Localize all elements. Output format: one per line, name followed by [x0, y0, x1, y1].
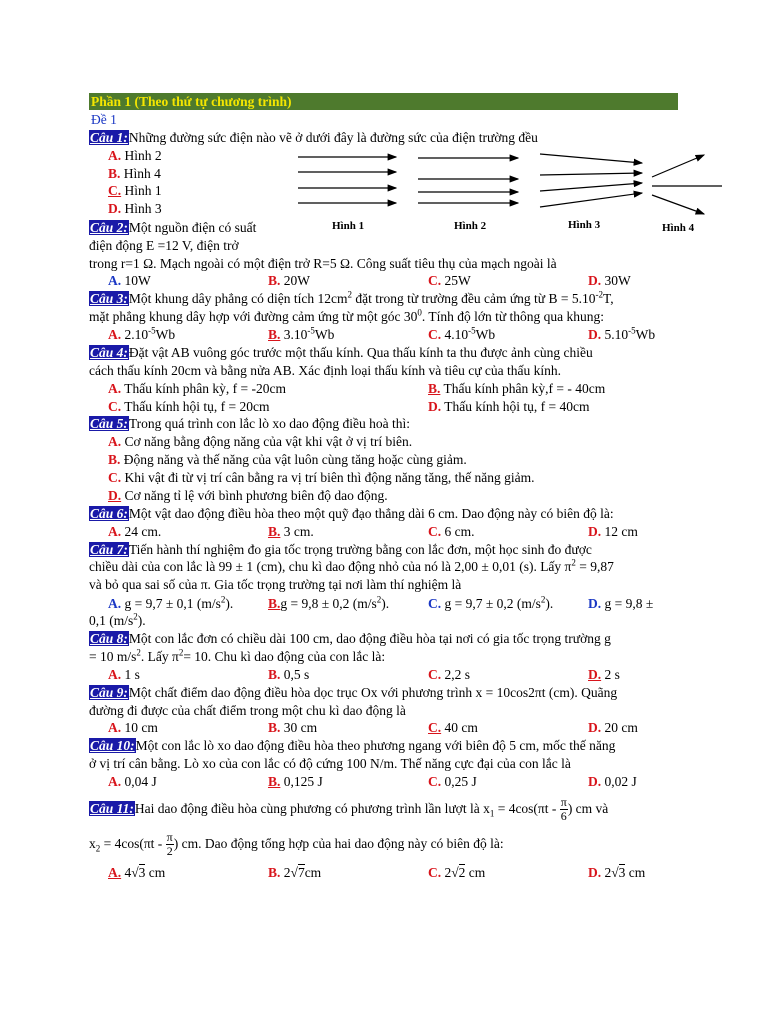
- question-11-line-2: $x_2 = 4\cos(\pi t$ - $\frac{\pi}{2}$ ) cm. Dao động tổng hợp của hai dao động này có biên độ là:: [89, 830, 504, 859]
- question-6: Câu 6:Một vật dao động điều hòa theo một quỹ đạo thẳng dài 6 cm. Dao động này có biên độ là:: [90, 506, 614, 521]
- option-d: D. Thấu kính hội tụ, f = 40cm: [428, 399, 590, 414]
- figure-3-label: Hình 3: [568, 219, 601, 231]
- question-2-line-2: điện động E =12 V, điện trở: [89, 238, 239, 253]
- question-3: Câu 3:Một khung dây phẳng có diện tích $12cm^2$ đặt trong từ trường đều cảm ứng từ $B = 5.10^{-2}T$,: [90, 289, 614, 306]
- option-d: D. 30W: [588, 273, 631, 288]
- option-d: D. Hình 3: [108, 201, 162, 216]
- figure-4-field: [652, 155, 722, 214]
- question-number: Câu 2:: [90, 220, 128, 235]
- option-a-answer: A. 4√3 cm: [108, 865, 166, 880]
- option-d: D. 2√3 cm: [588, 865, 646, 880]
- option-b: B. 30 cm: [268, 720, 318, 735]
- option-d-answer: D. 2 s: [588, 667, 620, 682]
- field-lines-figure: [290, 145, 730, 220]
- question-number: Câu 5:: [90, 416, 128, 431]
- option-c: C. Thấu kính hội tụ, f = 20cm: [108, 399, 270, 414]
- question-7: Câu 7:Tiến hành thí nghiệm đo gia tốc trọng trường bằng con lắc đơn, một học sinh đo được: [90, 542, 592, 557]
- question-7-line-2: chiều dài của con lắc là 99 ± 1 (cm), chu kì dao động nhỏ của nó là 2,00 ± 0,01 (s). Lấy $\pi^2 = 9,87$: [89, 557, 614, 574]
- option-b: B. 20W: [268, 273, 311, 288]
- option-b: B. Động năng và thế năng của vật luôn cùng tăng hoặc cùng giảm.: [108, 452, 467, 467]
- option-c-answer: C. Hình 1: [108, 183, 162, 198]
- question-number: Câu 7:: [90, 542, 128, 557]
- option-c: C. g = 9,7 ± 0,2 $(m/s^2)$.: [428, 594, 554, 611]
- option-b-answer: B. $3.10^{-5}Wb$: [268, 325, 335, 342]
- option-c-answer: C. 40 cm: [428, 720, 478, 735]
- question-text: Những đường sức điện nào vẽ ở dưới đây là đường sức của điện trường đều: [128, 130, 538, 145]
- question-2-line-3: trong r=1 Ω. Mạch ngoài có một điện trở R=5 Ω. Công suất tiêu thụ của mạch ngoài là: [89, 256, 557, 271]
- question-1: [89, 129, 538, 146]
- exam-label: Đề 1: [91, 112, 117, 127]
- figure-4-label: Hình 4: [662, 222, 695, 234]
- question-11: Câu 11:Hai dao động điều hòa cùng phương có phương trình lần lượt là $x_1 = 4\cos(\pi t$ - $\frac{\pi}{6}$ ) cm và: [90, 795, 609, 824]
- question-8: Câu 8:Một con lắc đơn có chiều dài 100 cm, dao động điều hòa tại nơi có gia tốc trọng trường g: [90, 631, 611, 646]
- option-d: D. $5.10^{-5}Wb$: [588, 325, 656, 342]
- option-a: A. Cơ năng bằng động năng của vật khi vật ở vị trí biên.: [108, 434, 413, 449]
- option-d: D. 20 cm: [588, 720, 638, 735]
- option-b: B. 2√7cm: [268, 865, 322, 880]
- fraction-pi-over-6: $\frac{\pi}{6}$: [560, 795, 567, 824]
- question-10-line-2: ở vị trí cân bằng. Lò xo của con lắc có độ cứng 100 N/m. Thế năng cực đại của con lắc là: [89, 756, 571, 771]
- question-number: Câu 3:: [90, 291, 128, 306]
- option-d: D. 0,02 J: [588, 774, 637, 789]
- question-2: [89, 219, 256, 236]
- question-7-line-3: và bỏ qua sai số của π. Gia tốc trọng trường tại nơi làm thí nghiệm là: [89, 577, 462, 592]
- option-a: A. 1 s: [108, 667, 140, 682]
- figure-1-label: Hình 1: [332, 220, 365, 232]
- option-c: C. 0,25 J: [428, 774, 477, 789]
- figure-2-field: [418, 158, 518, 203]
- option-b: B. 0,5 s: [268, 667, 310, 682]
- option-d: D. 12 cm: [588, 524, 638, 539]
- question-number: Câu 4:: [90, 345, 128, 360]
- figure-1-uniform-field: [298, 157, 396, 203]
- question-number: Câu 6:: [90, 506, 128, 521]
- question-3-line-2: mặt phẳng khung dây hợp với đường cảm ứng từ một góc $30^0$. Tính độ lớn từ thông qua khung:: [89, 307, 605, 324]
- option-b-answer: B. 0,125 J: [268, 774, 323, 789]
- question-number: Câu 11:: [90, 801, 134, 816]
- section-title: Phần 1 (Theo thứ tự chương trình): [91, 94, 292, 109]
- fraction-pi-over-2: $\frac{\pi}{2}$: [166, 830, 173, 859]
- option-a: A. 10W: [108, 273, 151, 288]
- option-b-answer: B.g = 9,8 ± 0,2 $(m/s^2)$.: [268, 594, 390, 611]
- question-number: Câu 1:: [90, 130, 128, 145]
- question-5: Câu 5:Trong quá trình con lắc lò xo dao động điều hoà thì:: [90, 416, 410, 431]
- question-4-line-2: cách thấu kính 20cm và bằng nửa AB. Xác định loại thấu kính và tiêu cự của thấu kính.: [89, 363, 562, 378]
- option-d-answer: D. Cơ năng tỉ lệ với bình phương biên độ dao động.: [108, 488, 388, 503]
- question-number: Câu 8:: [90, 631, 128, 646]
- option-a: A. 24 cm.: [108, 524, 162, 539]
- option-a: A. Hình 2: [108, 148, 162, 163]
- question-number: Câu 10:: [90, 738, 135, 753]
- question-4: Câu 4:Đặt vật AB vuông góc trước một thấu kính. Qua thấu kính ta thu được ảnh cùng chiều: [90, 345, 593, 360]
- option-c: C. 25W: [428, 273, 471, 288]
- option-b-answer: B. 3 cm.: [268, 524, 314, 539]
- figure-2-label: Hình 2: [454, 220, 487, 232]
- option-b-answer: B. Thấu kính phân kỳ,f = - 40cm: [428, 381, 606, 396]
- option-a: A. 10 cm: [108, 720, 158, 735]
- option-c: C. 2,2 s: [428, 667, 471, 682]
- question-9: Câu 9:Một chất điểm dao động điều hòa dọc trục Ox với phương trình x = 10cos2πt (cm). Quãng: [90, 685, 618, 700]
- option-a: A. Thấu kính phân kỳ, f = -20cm: [108, 381, 286, 396]
- option-b: B. Hình 4: [108, 166, 161, 181]
- option-c: C. Khi vật đi từ vị trí cân bằng ra vị trí biên thì động năng tăng, thế năng giảm.: [108, 470, 535, 485]
- option-a: A. g = 9,7 ± 0,1 $(m/s^2)$.: [108, 594, 234, 611]
- option-c: C. 6 cm.: [428, 524, 475, 539]
- option-a: A. $2.10^{-5}Wb$: [108, 325, 176, 342]
- figure-3-field: [540, 154, 642, 207]
- option-c: C. 2√2 cm: [428, 865, 486, 880]
- question-10: Câu 10:Một con lắc lò xo dao động điều hòa theo phương ngang với biên độ 5 cm, mốc thế năng: [90, 738, 616, 753]
- question-text: Một nguồn điện có suất: [128, 220, 257, 235]
- question-number: Câu 9:: [90, 685, 128, 700]
- option-c: C. $4.10^{-5}Wb$: [428, 325, 496, 342]
- question-9-line-2: đường đi được của chất điểm trong một chu kì dao động là: [89, 703, 406, 718]
- option-d: D. g = 9,8 ±: [588, 596, 654, 611]
- option-a: A. 0,04 J: [108, 774, 157, 789]
- question-8-line-2: = 10 $m/s^2$. Lấy $\pi^2= 10$. Chu kì dao động của con lắc là:: [89, 647, 386, 664]
- option-d-continued: 0,1 $(m/s^2)$.: [89, 611, 146, 628]
